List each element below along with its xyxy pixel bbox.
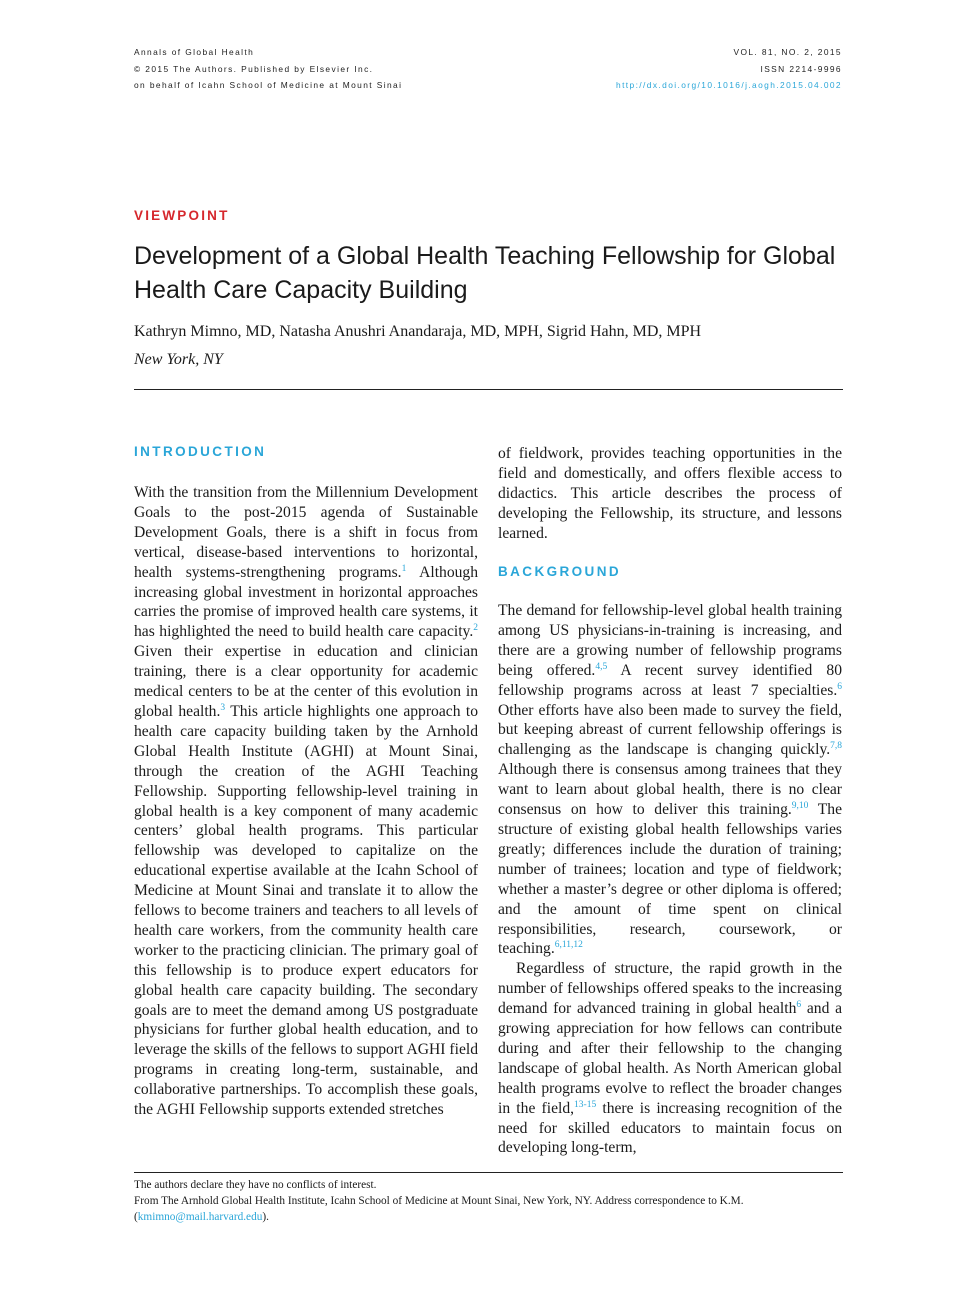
introduction-continued: of fieldwork, provides teaching opportunities in the field and domestically, and offers flexible access to didactics. This article describes the process of developing the Fellowship, its structure, and lessons learned.: [498, 445, 842, 542]
citation-ref[interactable]: 6,11,12: [554, 940, 583, 951]
issn-line: ISSN 2214-9996: [760, 63, 842, 74]
bg-text: Other efforts have also been made to survey the field, but keeping abreast of current fellowship offerings is challenging as the landscape is changing quickly.: [498, 701, 842, 759]
intro-text-1: With the transition from the Millennium Development Goals to the post-2015 agenda of Sustainable Development Goals, there is a shift in focus from vertical, disease-based interventions to horizontal, health systems-strengthening programs.: [134, 484, 478, 581]
introduction-heading: INTRODUCTION: [134, 444, 267, 459]
citation-ref[interactable]: 3: [220, 702, 226, 713]
journal-header: [134, 44, 402, 94]
citation-ref[interactable]: 1: [401, 563, 407, 574]
volume-line: VOL. 81, NO. 2, 2015: [733, 47, 842, 57]
citation-ref[interactable]: 9,10: [791, 801, 809, 812]
bg-text: and a growing appreciation for how fellows can contribute during and after their fellowship to the changing landscape of global health. As North American global health programs evolve to reflect the broader changes in the field,: [498, 1000, 842, 1117]
bg-text: Although there is consensus among trainees that they want to learn about global health, there is no clear consensus on how to deliver this training.: [498, 761, 842, 819]
citation-ref[interactable]: 6: [837, 681, 842, 692]
intro-text-4: This article highlights one approach to health care capacity building taken by the Arnhold Global Health Institute (AGHI) at Mount Sinai, through the creation of the AGHI Teaching Fellowship. Supporting fellowship-level training in global health is a key component of many academic centers’ global health programs. This particular fellowship was developed to capitalize on the educational expertise available at the Icahn School of Medicine at Mount Sinai and translate it to allow the fellows to become trainers and teachers to all levels of health care workers, from the community health care worker to the practicing clinician. The primary goal of this fellowship is to produce expert educators for global health care capacity building. The secondary goals are to meet the demand among US postgraduate physicians for further global health education, and to leverage the skills of the fellows to support AGHI field programs in creating long-term, sustainable, and collaborative partnerships. To accomplish these goals, the AGHI Fellowship supports extended stretches: [134, 702, 479, 1119]
left-column: [134, 483, 478, 1120]
background-heading: BACKGROUND: [498, 564, 621, 579]
title-divider: [134, 389, 843, 390]
doi-link[interactable]: http://dx.doi.org/10.1016/j.aogh.2015.04.002: [616, 80, 842, 90]
footnote-divider: [134, 1172, 843, 1173]
article-type-label: VIEWPOINT: [134, 208, 230, 223]
introduction-paragraph: [134, 483, 478, 1120]
bg-text: Regardless of structure, the rapid growth in the number of fellowships offered speaks to the increasing demand for advanced training in global health: [498, 960, 842, 1018]
issue-header: [616, 44, 842, 94]
bg-text: The demand for fellowship-level global health training among US physicians-in-training is increasing, and there are a growing number of fellowship programs being offered.: [498, 602, 842, 679]
citation-ref[interactable]: 13-15: [574, 1099, 597, 1110]
author-affiliation: New York, NY: [134, 351, 223, 368]
right-column-bottom: [498, 601, 842, 1158]
footnote-close: ).: [262, 1211, 269, 1223]
conflict-footnote: The authors declare they have no conflicts of interest.: [134, 1179, 377, 1191]
intro-text-3: Given their expertise in education and clinician training, there is a clear opportunity for academic medical centers to be at the center of this evolution in global health.: [134, 643, 478, 720]
email-link[interactable]: kmimno@mail.harvard.edu: [137, 1211, 263, 1223]
author-list: Kathryn Mimno, MD, Natasha Anushri Anandaraja, MD, MPH, Sigrid Hahn, MD, MPH: [134, 323, 702, 340]
copyright-line: © 2015 The Authors. Published by Elsevier Inc.: [134, 63, 374, 74]
background-paragraph-2: [498, 959, 842, 1158]
citation-ref[interactable]: 2: [473, 623, 478, 634]
citation-ref[interactable]: 4,5: [595, 661, 608, 672]
article-title: Development of a Global Health Teaching Fellowship for Global Health Care Capacity Building: [134, 242, 836, 304]
intro-text-2: Although increasing global investment in horizontal approaches carries the promise of improved health care systems, it has highlighted the need to build health care capacity.: [134, 563, 479, 641]
bg-text: there is increasing recognition of the need for skilled educators to maintain focus on developing long-term,: [498, 1099, 842, 1157]
right-column-top: [498, 444, 842, 544]
behalf-line: on behalf of Icahn School of Medicine at Mount Sinai: [134, 80, 403, 90]
citation-ref[interactable]: 6: [796, 1000, 802, 1011]
affiliation-footnote: [134, 1193, 843, 1225]
citation-ref[interactable]: 7,8: [830, 741, 842, 752]
journal-name: Annals of Global Health: [134, 47, 255, 57]
background-paragraph-1: [498, 601, 842, 959]
bg-text: The structure of existing global health fellowships varies greatly; differences include the duration of training; number of trainees; location and type of fieldwork; whether a master’s degree or other diploma is offered; and the amount of time spent on clinical responsibilities, research, coursework, or teaching.: [498, 801, 842, 958]
bg-text: A recent survey identified 80 fellowship programs across at least 7 specialties.: [498, 661, 842, 699]
footnote-from: From The Arnhold Global Health Institute, Icahn School of Medicine at Mount Sinai, New York, NY. Address correspondence to K.M. (: [134, 1195, 744, 1223]
